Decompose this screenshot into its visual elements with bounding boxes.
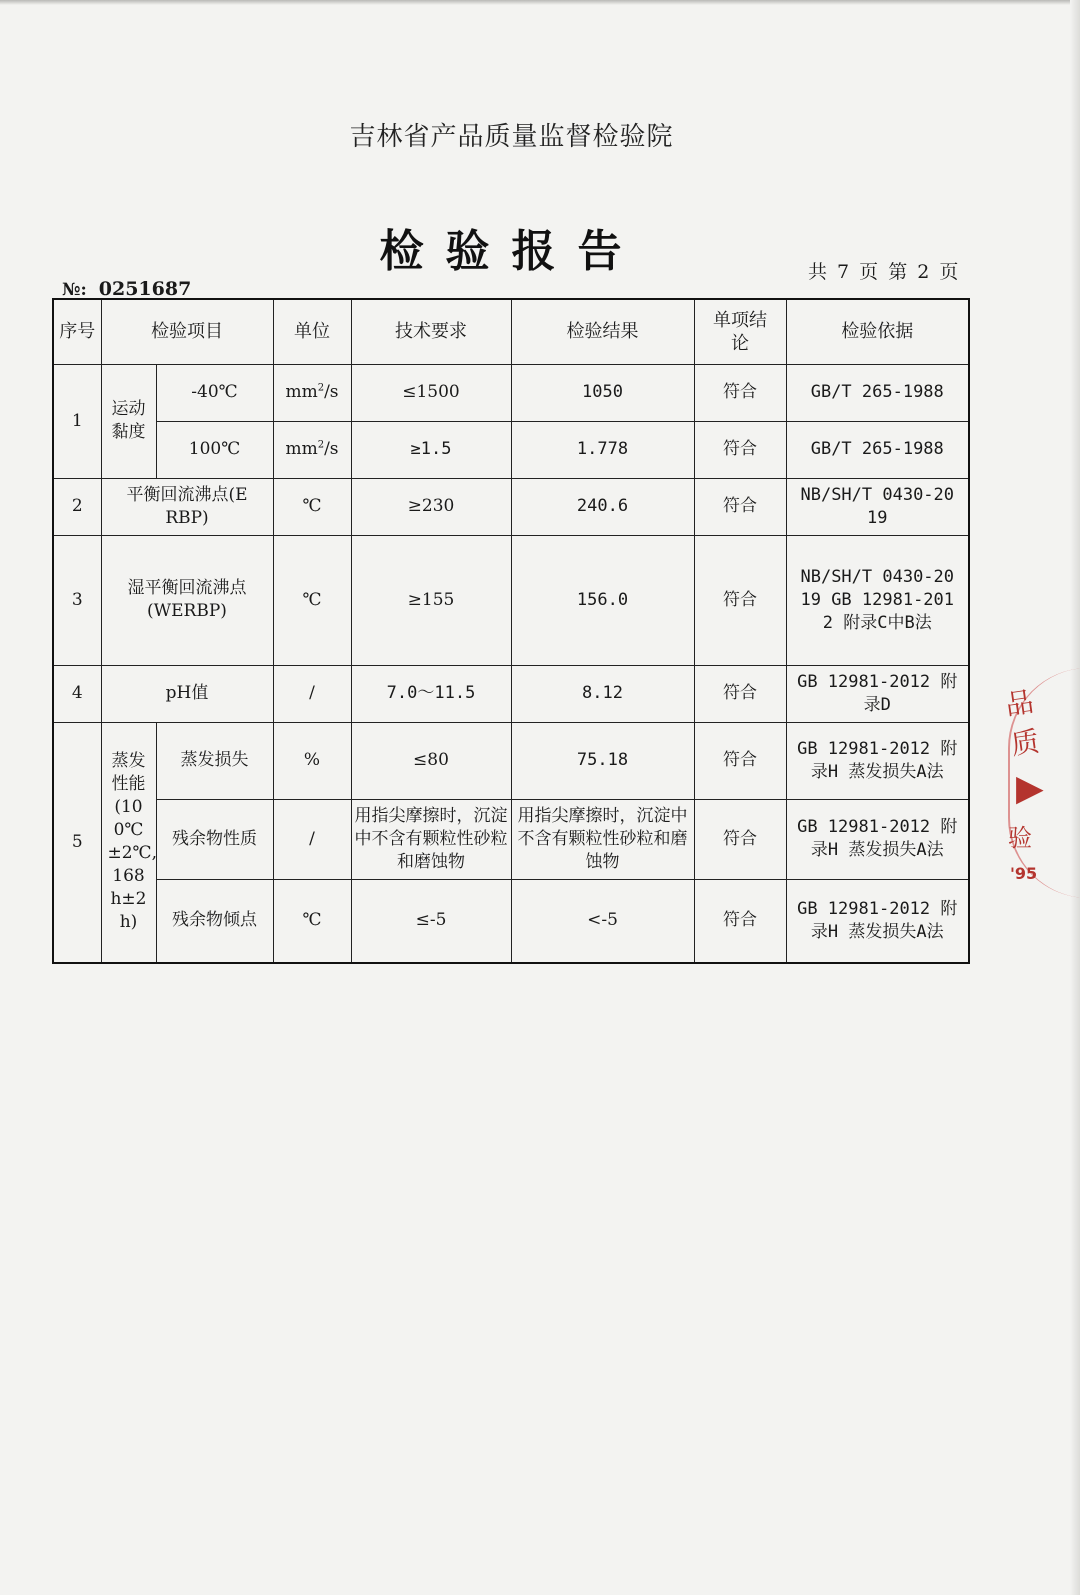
item-group: 运动黏度 <box>101 364 156 478</box>
table-row <box>53 879 969 963</box>
official-seal-fragment <box>1000 668 1060 898</box>
conclusion-cell: 符合 <box>694 722 786 799</box>
page-info: 共 7 页 第 2 页 <box>808 261 961 283</box>
seal-mark: ▶ <box>1016 768 1044 809</box>
unit-cell: % <box>273 722 351 799</box>
result-cell: 1050 <box>511 364 694 421</box>
requirement-cell: ≤-5 <box>351 879 511 963</box>
basis-cell: GB 12981-2012 附录D <box>786 665 969 722</box>
report-number <box>62 278 191 300</box>
requirement-cell: ≤80 <box>351 722 511 799</box>
seal-text: 验 <box>1008 824 1032 852</box>
header-basis: 检验依据 <box>786 299 969 364</box>
unit-cell: / <box>273 799 351 879</box>
row-no: 1 <box>53 364 101 478</box>
conclusion-cell: 符合 <box>694 799 786 879</box>
scan-edge <box>0 0 1080 5</box>
requirement-cell: ≥230 <box>351 478 511 535</box>
report-number-value: 0251687 <box>98 278 192 300</box>
report-number-label: №: <box>62 280 87 300</box>
table-row <box>53 665 969 722</box>
table-row <box>53 364 969 421</box>
unit-cell <box>273 421 351 478</box>
unit-sup: 2 <box>317 439 325 451</box>
header-unit: 单位 <box>273 299 351 364</box>
basis-cell: GB/T 265-1988 <box>786 364 969 421</box>
item-sub: 残余物倾点 <box>156 879 273 963</box>
requirement-cell: ≥1.5 <box>351 421 511 478</box>
table-row <box>53 799 969 879</box>
requirement-cell: 7.0～11.5 <box>351 665 511 722</box>
result-cell: 75.18 <box>511 722 694 799</box>
result-cell: 8.12 <box>511 665 694 722</box>
item-cell: 湿平衡回流沸点(WERBP) <box>101 535 273 665</box>
result-cell: 用指尖摩擦时，沉淀中不含有颗粒性砂粒和磨蚀物 <box>511 799 694 879</box>
table-header-row <box>53 299 969 364</box>
conclusion-cell: 符合 <box>694 478 786 535</box>
header-item: 检验项目 <box>101 299 273 364</box>
item-sub: -40℃ <box>156 364 273 421</box>
row-no: 5 <box>53 722 101 963</box>
seal-text: 品质 <box>1003 685 1042 762</box>
table-row <box>53 421 969 478</box>
item-cell: 平衡回流沸点(ERBP) <box>101 478 273 535</box>
item-sub: 100℃ <box>156 421 273 478</box>
table-row <box>53 535 969 665</box>
unit-cell: / <box>273 665 351 722</box>
row-no: 2 <box>53 478 101 535</box>
basis-cell: GB 12981-2012 附录H 蒸发损失A法 <box>786 722 969 799</box>
conclusion-cell: 符合 <box>694 421 786 478</box>
conclusion-cell: 符合 <box>694 535 786 665</box>
basis-cell: GB 12981-2012 附录H 蒸发损失A法 <box>786 799 969 879</box>
row-no: 3 <box>53 535 101 665</box>
unit-base: mm <box>285 439 318 459</box>
requirement-cell: 用指尖摩擦时，沉淀中不含有颗粒性砂粒和磨蚀物 <box>351 799 511 879</box>
inspection-table <box>52 298 970 964</box>
institute-name: 吉林省产品质量监督检验院 <box>349 122 674 152</box>
header-requirement: 技术要求 <box>351 299 511 364</box>
requirement-cell: ≤1500 <box>351 364 511 421</box>
unit-cell: ℃ <box>273 879 351 963</box>
table-row <box>53 478 969 535</box>
result-cell: 156.0 <box>511 535 694 665</box>
unit-tail: /s <box>324 382 339 402</box>
table-row <box>53 722 969 799</box>
row-no: 4 <box>53 665 101 722</box>
unit-sup: 2 <box>317 382 325 394</box>
result-cell: 240.6 <box>511 478 694 535</box>
item-cell: pH值 <box>101 665 273 722</box>
seal-text: '95 <box>1010 864 1038 883</box>
unit-cell <box>273 364 351 421</box>
header-conclusion: 单项结论 <box>694 299 786 364</box>
header-no: 序号 <box>53 299 101 364</box>
unit-cell: ℃ <box>273 535 351 665</box>
item-sub: 残余物性质 <box>156 799 273 879</box>
conclusion-cell: 符合 <box>694 879 786 963</box>
item-group: 蒸发性能(100℃±2℃,168h±2h) <box>101 722 156 963</box>
basis-cell: NB/SH/T 0430-2019 GB 12981-2012 附录C中B法 <box>786 535 969 665</box>
unit-cell: ℃ <box>273 478 351 535</box>
basis-cell: NB/SH/T 0430-2019 <box>786 478 969 535</box>
report-title: 检验报告 <box>379 226 644 277</box>
unit-base: mm <box>285 382 318 402</box>
result-cell: 1.778 <box>511 421 694 478</box>
conclusion-cell: 符合 <box>694 665 786 722</box>
header-result: 检验结果 <box>511 299 694 364</box>
requirement-cell: ≥155 <box>351 535 511 665</box>
basis-cell: GB 12981-2012 附录H 蒸发损失A法 <box>786 879 969 963</box>
unit-tail: /s <box>324 439 339 459</box>
basis-cell: GB/T 265-1988 <box>786 421 969 478</box>
result-cell: <-5 <box>511 879 694 963</box>
conclusion-cell: 符合 <box>694 364 786 421</box>
item-sub: 蒸发损失 <box>156 722 273 799</box>
